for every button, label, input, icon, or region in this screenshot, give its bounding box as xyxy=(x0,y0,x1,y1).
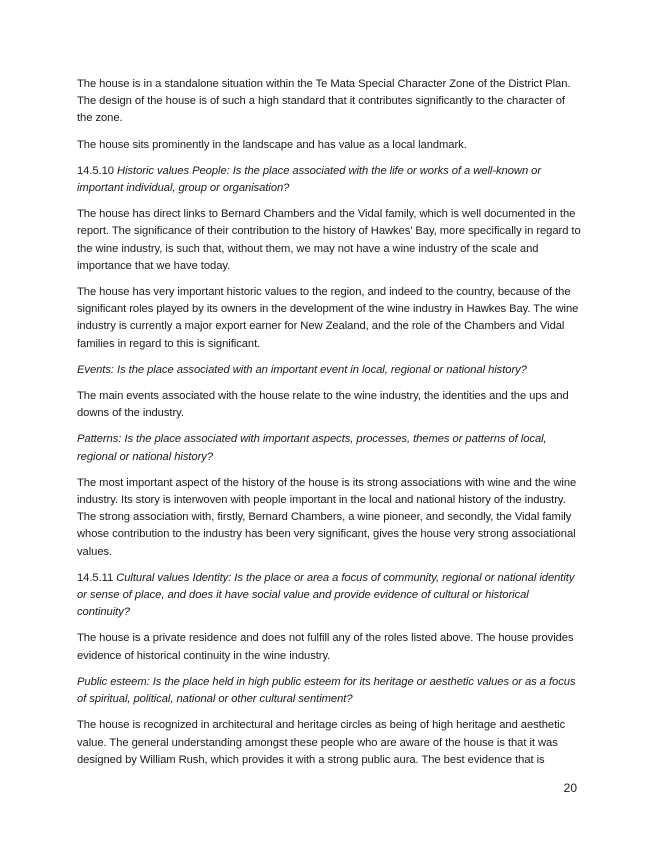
section-question: Historic values People: Is the place associated with the life or works of a well-known or important individual, group or organisation? xyxy=(77,164,542,195)
paragraph: The most important aspect of the history of the house is its strong associations with wine and the wine industry. Its story is interwoven with people important in the local and national history of the industry. The strong association with, firstly, Bernard Chambers, a wine pioneer, and secondly, the Vidal family whose contribution to the industry has been very significant, gives the house very strong associational values. xyxy=(77,476,577,558)
criteria-question-public-esteem: Public esteem: Is the place held in high public esteem for its heritage or aesthetic values or as a focus of spiritual, political, national or other cultural sentiment? xyxy=(77,675,576,706)
page-number: 20 xyxy=(563,781,577,795)
paragraph: The main events associated with the house relate to the wine industry, the identities and the ups and downs of the industry. xyxy=(77,390,569,420)
paragraph: The house is a private residence and does not fulfill any of the roles listed above. The house provides evidence of historical continuity in the wine industry. xyxy=(77,632,574,662)
criteria-question-patterns: Patterns: Is the place associated with important aspects, processes, themes or patterns of local, regional or national history? xyxy=(77,433,547,463)
paragraph: The house is in a standalone situation within the Te Mata Special Character Zone of the District Plan. The design of the house is of such a high standard that it contributes significantly to the character of the zone. xyxy=(77,78,571,125)
section-heading-historic-values xyxy=(77,163,582,197)
paragraph: The house is recognized in architectural and heritage circles as being of high heritage and aesthetic value. The general understanding amongst these people who are aware of the house is that it was designed by William Rush, which provides it with a strong public aura. The best evidence that is xyxy=(77,719,566,766)
paragraph: The house has direct links to Bernard Chambers and the Vidal family, which is well documented in the report. The significance of their contribution to the history of Hawkes’ Bay, more specifically in regard to the wine industry, is such that, without them, we may not have a wine industry of the scale and importance that we have today. xyxy=(77,208,581,272)
paragraph: The house has very important historic values to the region, and indeed to the country, because of the significant roles played by its owners in the development of the wine industry in Hawkes Bay. The wine industry is currently a major export earner for New Zealand, and the role of the Chambers and Vidal families in regard to this is significant. xyxy=(77,286,579,350)
section-heading-cultural-values xyxy=(77,570,582,622)
section-question: Cultural values Identity: Is the place or area a focus of community, regional or national identity or sense of place, and does it have social value and provide evidence of cultural or historical continuity? xyxy=(77,571,575,619)
section-number: 14.5.10 xyxy=(77,164,118,177)
criteria-question-events: Events: Is the place associated with an important event in local, regional or national history? xyxy=(77,363,527,376)
paragraph: The house sits prominently in the landscape and has value as a local landmark. xyxy=(77,138,467,151)
section-number: 14.5.11 xyxy=(77,571,117,584)
document-body xyxy=(77,76,582,778)
